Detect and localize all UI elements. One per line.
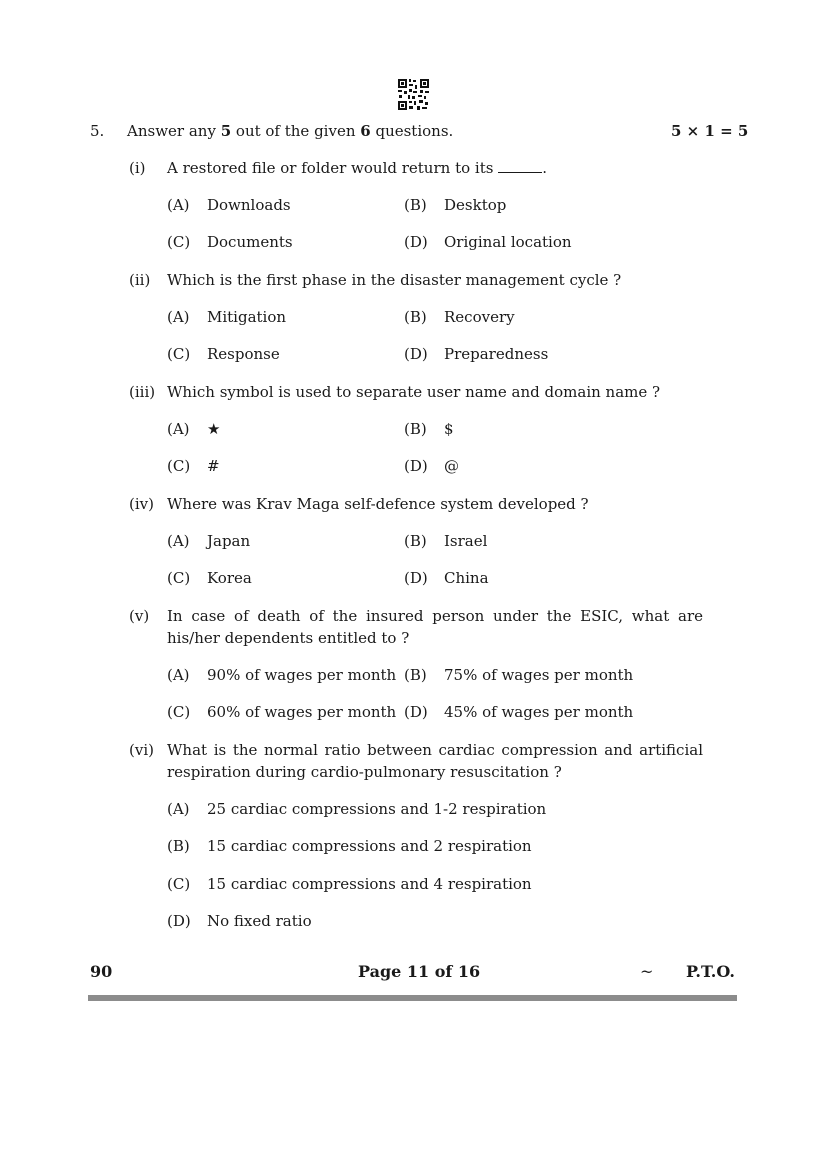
option	[404, 531, 487, 551]
option	[404, 419, 454, 439]
option-label: (D)	[404, 457, 428, 475]
page-number: Page 11 of 16	[358, 962, 481, 981]
option	[404, 665, 633, 685]
question-text: Which is the first phase in the disaster management cycle ?	[167, 271, 622, 289]
question-num: (iii)	[129, 383, 156, 401]
option-label: (A)	[167, 666, 190, 684]
option-text: Response	[207, 345, 280, 363]
option-label: (B)	[404, 420, 427, 438]
option-label: (B)	[167, 837, 190, 855]
option-text: 75% of wages per month	[444, 666, 634, 684]
option-label: (B)	[404, 196, 427, 214]
option-text: Recovery	[444, 308, 515, 326]
option	[167, 195, 291, 215]
option	[404, 568, 489, 588]
question-text: Which symbol is used to separate user name and domain name ?	[167, 383, 661, 401]
option	[167, 911, 312, 931]
option-text: Original location	[444, 233, 572, 251]
option-text: Mitigation	[207, 308, 287, 326]
option-text: China	[444, 569, 489, 587]
option-text: Documents	[207, 233, 293, 251]
option-label: (A)	[167, 800, 190, 818]
option	[167, 836, 532, 856]
option-label: (D)	[404, 569, 428, 587]
question-number: 5.	[90, 122, 105, 140]
question-text-main: A restored file or folder would return to its	[167, 159, 494, 177]
option-text: Preparedness	[444, 345, 549, 363]
instruction-pre: Answer any	[127, 122, 221, 140]
option-text: 45% of wages per month	[444, 703, 634, 721]
option-text: 15 cardiac compressions and 2 respiration	[207, 837, 532, 855]
option	[167, 874, 532, 894]
question-text: In case of death of the insured person under the ESIC, what are his/her dependents entitled to ?	[167, 607, 703, 647]
question-num: (vi)	[129, 741, 154, 759]
option-label: (A)	[167, 308, 190, 326]
option	[404, 702, 633, 722]
option-label: (C)	[167, 875, 191, 893]
option	[404, 195, 506, 215]
option-text: Japan	[207, 532, 251, 550]
option	[167, 568, 252, 588]
option-label: (B)	[404, 666, 427, 684]
option-text: $	[444, 420, 454, 438]
option	[167, 799, 546, 819]
option	[167, 344, 280, 364]
option-label: (B)	[404, 532, 427, 550]
option	[404, 232, 572, 252]
instruction-total: 6	[360, 122, 371, 140]
option-label: (D)	[167, 912, 191, 930]
option-label: (D)	[404, 703, 428, 721]
paper-code: 90	[90, 962, 113, 981]
qr-code-icon	[397, 78, 430, 111]
option	[404, 307, 515, 327]
pto-label: P.T.O.	[686, 962, 735, 981]
option	[167, 307, 286, 327]
question-text: Where was Krav Maga self-defence system developed ?	[167, 495, 589, 513]
question-num: (ii)	[129, 271, 151, 289]
option-label: (A)	[167, 420, 190, 438]
footer-tilde: ~	[640, 962, 654, 981]
marks: 5 × 1 = 5	[671, 122, 749, 140]
option-label: (C)	[167, 233, 191, 251]
option	[167, 702, 396, 722]
option-label: (C)	[167, 345, 191, 363]
option-text: @	[444, 457, 459, 475]
option-text: #	[207, 457, 220, 475]
instruction-mid: out of the given	[231, 122, 361, 140]
option	[167, 531, 250, 551]
option-text: 25 cardiac compressions and 1-2 respiration	[207, 800, 547, 818]
option-text: Korea	[207, 569, 252, 587]
option-text: No fixed ratio	[207, 912, 312, 930]
option	[167, 419, 220, 439]
question-text-end: .	[542, 159, 547, 177]
question-num: (iv)	[129, 495, 154, 513]
option-text: 90% of wages per month	[207, 666, 397, 684]
option-label: (A)	[167, 532, 190, 550]
option	[167, 456, 220, 476]
option-label: (A)	[167, 196, 190, 214]
option	[167, 232, 293, 252]
option-text: 15 cardiac compressions and 4 respiration	[207, 875, 532, 893]
question-text	[167, 157, 547, 179]
option-text: 60% of wages per month	[207, 703, 397, 721]
instruction-count: 5	[220, 122, 232, 140]
option	[404, 456, 459, 476]
question-num: (v)	[129, 607, 150, 625]
option-label: (D)	[404, 345, 428, 363]
option-label: (C)	[167, 457, 191, 475]
option-text: Downloads	[207, 196, 291, 214]
instruction	[127, 121, 453, 141]
question-num: (i)	[129, 159, 146, 177]
footer-rule	[88, 995, 737, 1001]
option-text: Desktop	[444, 196, 507, 214]
answer-blank	[498, 160, 542, 173]
instruction-post: questions.	[370, 122, 454, 140]
option-label: (B)	[404, 308, 427, 326]
question-text: What is the normal ratio between cardiac compression and artificial respiration during cardio-pulmonary resuscitation ?	[167, 741, 703, 781]
option-text: Israel	[444, 532, 488, 550]
option-label: (C)	[167, 703, 191, 721]
option	[404, 344, 548, 364]
option-label: (D)	[404, 233, 428, 251]
option-text: ★	[207, 420, 221, 438]
option-label: (C)	[167, 569, 191, 587]
option	[167, 665, 396, 685]
